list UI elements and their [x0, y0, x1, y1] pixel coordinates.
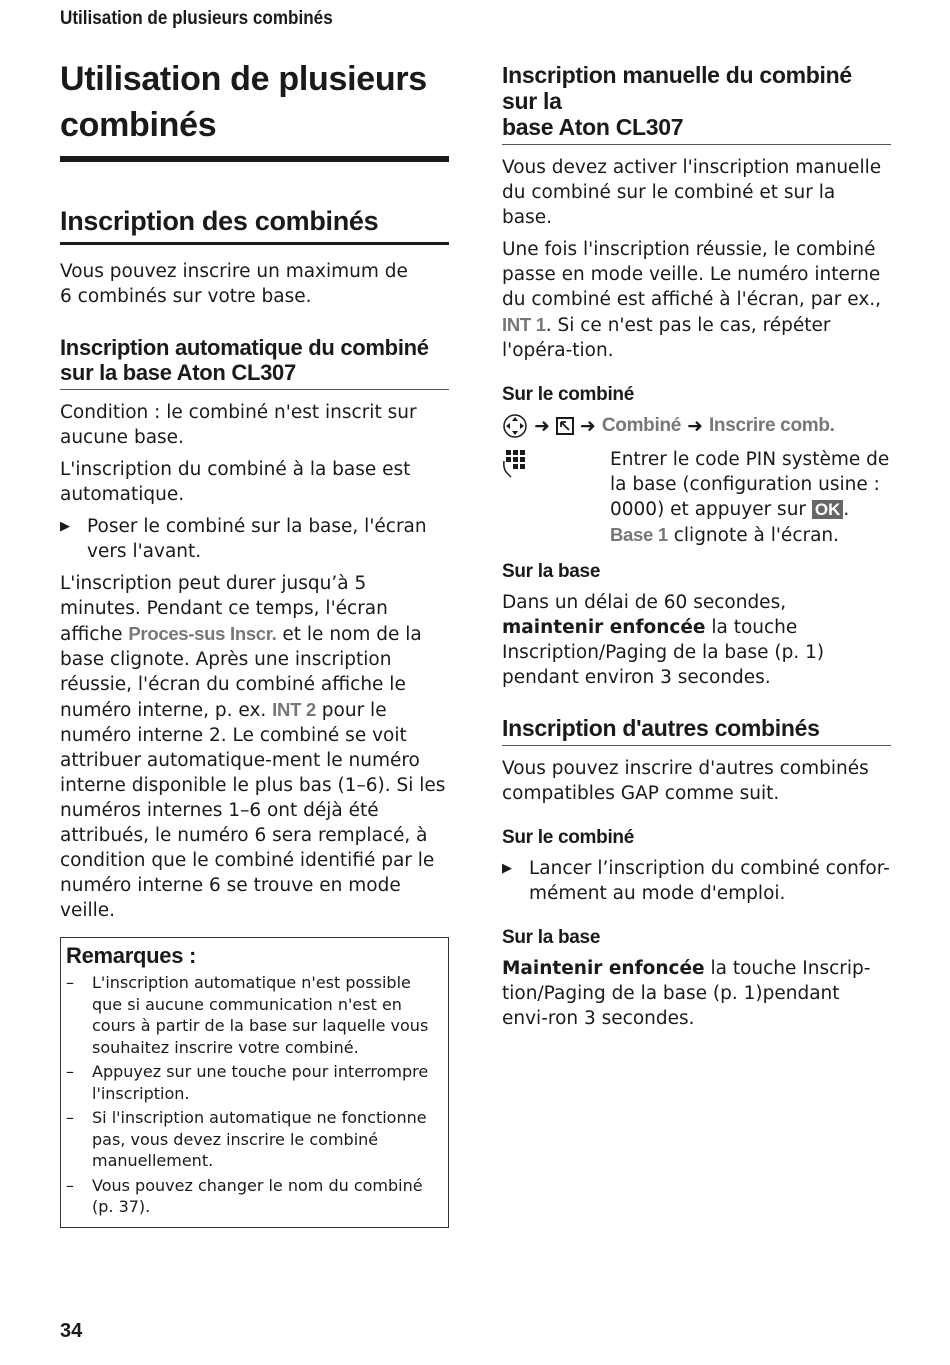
manual-title-line1: Inscription manuelle du combiné sur la — [502, 62, 852, 114]
navigation-key-icon — [502, 413, 528, 439]
page-number: 34 — [60, 1320, 83, 1342]
display-text-int2: INT 2 — [272, 699, 316, 720]
dash-icon: – — [66, 1062, 74, 1081]
remark-item — [66, 1175, 442, 1218]
final-rest: la touche Inscrip-tion/Paging de la base (p. 1)pendant envi-ron 3 secondes. — [502, 958, 871, 1029]
final-paragraph — [502, 956, 891, 1031]
other-bullet-text: Lancer l’inscription du combiné confor-mément au mode d'emploi. — [529, 858, 890, 904]
intro-line1: Vous pouvez inscrire un maximum de — [60, 261, 408, 282]
step-part-c: clignote à l'écran. — [667, 525, 840, 546]
pin-step — [502, 447, 891, 548]
triangle-right-icon: ▶ — [60, 519, 70, 534]
remark-text: Si l'inscription automatique ne fonctionne pas, vous devez inscrire le combiné manuellement. — [92, 1108, 427, 1170]
remark-text: L'inscription automatique n'est possible que si aucune communication n'est en cours à partir de la base sur laquelle vous souhaitez inscrire votre combiné. — [92, 973, 429, 1057]
intro-line2: 6 combinés sur votre base. — [60, 286, 312, 307]
on-handset-heading: Sur le combiné — [502, 384, 635, 405]
automatic-text: L'inscription du combiné à la base est automatique. — [60, 459, 411, 505]
auto-title-line2: sur la base Aton CL307 — [60, 360, 296, 385]
step-part-b: . — [843, 499, 850, 520]
ok-key: OK — [812, 500, 844, 519]
menu-item-combine: Combiné — [601, 415, 682, 436]
paragraph-part-b: et le nom de la base clignote. Après une inscription réussie, l'écran du combiné affiche le numéro interne, p. ex. — [60, 624, 422, 721]
remark-item — [66, 1061, 442, 1104]
display-text-process: Proces-sus Inscr. — [128, 623, 277, 644]
manual-paragraph-1: Vous devez activer l'inscription manuelle du combiné sur le combiné et sur la base. — [502, 157, 882, 228]
menu-path — [502, 413, 891, 439]
manual-registration-title — [502, 62, 891, 145]
dash-icon: – — [66, 1175, 74, 1195]
manual-title-line2: base Aton CL307 — [502, 114, 684, 140]
remark-item — [66, 1107, 442, 1172]
paragraph-part-c: pour le numéro interne 2. Le combiné se voit attribuer automatique-ment le numéro interne disponible le plus bas (1–6). Si les numéros internes 1–6 ont déjà été attribués, le numéro 6 sera remplacé, à condition que le combiné identifié par le numéro interne 6 se trouve en mode veille. — [60, 700, 446, 921]
remark-text: Vous pouvez changer le nom du combiné (p. 37). — [92, 1175, 423, 1216]
page-title-line1: Utilisation de plusieurs — [60, 60, 427, 98]
base-paragraph — [502, 590, 891, 690]
other-handsets-title: Inscription d'autres combinés — [502, 716, 891, 746]
running-head: Utilisation de plusieurs combinés — [60, 8, 333, 29]
dash-icon: – — [66, 1108, 74, 1127]
step-part-a: Entrer le code PIN système de la base (configuration usine : 0000) et appuyer sur — [610, 449, 890, 520]
base-part-bold: maintenir enfoncée — [502, 617, 706, 638]
dash-icon: – — [66, 973, 74, 992]
display-text-int1: INT 1 — [502, 314, 546, 335]
manual-p2-part-b: . Si ce n'est pas le cas, répéter l'opéra-tion. — [502, 315, 831, 361]
display-text-base1: Base 1 — [610, 524, 668, 545]
manual-p2-part-a: Une fois l'inscription réussie, le combiné passe en mode veille. Le numéro interne du combiné est affiché à l'écran, par ex., — [502, 239, 882, 310]
condition-text: Condition : le combiné n'est inscrit sur aucune base. — [60, 402, 417, 448]
arrow-right-icon: ➜ — [579, 415, 596, 437]
auto-registration-title — [60, 335, 449, 390]
other-paragraph: Vous pouvez inscrire d'autres combinés compatibles GAP comme suit. — [502, 758, 869, 804]
bullet-text: Poser le combiné sur la base, l'écran vers l'avant. — [87, 516, 427, 562]
page-title — [60, 56, 449, 162]
instruction-bullet — [60, 514, 449, 564]
final-bold: Maintenir enfoncée — [502, 958, 705, 979]
left-column — [60, 56, 449, 1228]
auto-title-line1: Inscription automatique du combiné — [60, 335, 429, 360]
on-base-heading-2: Sur la base — [502, 927, 601, 948]
base-part-a: Dans un délai de 60 secondes, — [502, 592, 787, 613]
right-column — [502, 62, 891, 1038]
on-base-heading: Sur la base — [502, 561, 601, 582]
registration-paragraph — [60, 571, 449, 923]
on-handset-heading-2: Sur le combiné — [502, 827, 635, 848]
remarks-box — [60, 937, 449, 1228]
remarks-title: Remarques : — [66, 943, 196, 968]
manual-paragraph-2 — [502, 237, 891, 363]
section-title: Inscription des combinés — [60, 204, 449, 245]
arrow-right-icon: ➜ — [534, 415, 550, 437]
page-title-line2: combinés — [60, 106, 217, 144]
remark-text: Appuyez sur une touche pour interrompre l'inscription. — [92, 1062, 429, 1103]
paragraph-part-a: L'inscription peut durer jusqu’à 5 minutes. Pendant ce temps, l'écran affiche — [60, 573, 388, 645]
pin-step-text — [610, 447, 891, 548]
other-bullet — [502, 856, 891, 906]
menu-key-icon — [556, 417, 574, 435]
remark-item — [66, 972, 442, 1058]
menu-item-inscrire: Inscrire comb. — [708, 415, 835, 436]
triangle-right-icon: ▶ — [502, 861, 512, 876]
base-part-b: la touche Inscription/Paging de la base (p. 1) pendant environ 3 secondes. — [502, 617, 825, 688]
arrow-right-icon: ➜ — [687, 415, 703, 437]
keypad-icon — [502, 447, 610, 548]
